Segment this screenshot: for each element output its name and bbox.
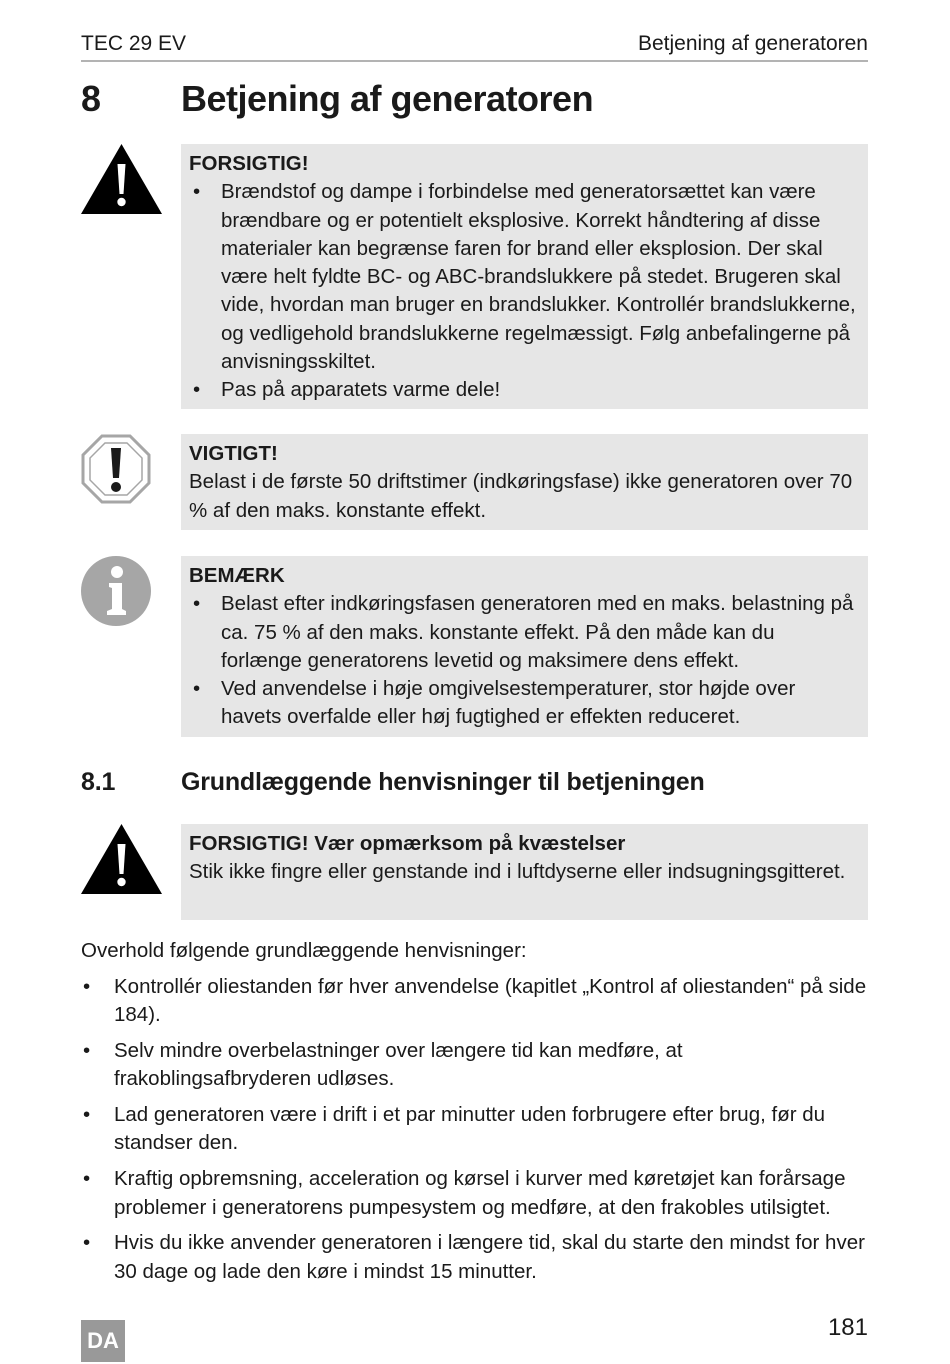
caution-label: FORSIGTIG! <box>189 152 309 175</box>
list-item: • Brændstof og dampe i forbindelse med generatorsættet kan være brændbare og er potentielt eksplosive. Korrekt håndtering af disse materialer kan begrænse faren for brand eller eksplosion. Der skal være helt fyldte BC- og ABC-brandslukkere på stedet. Brugeren skal vide, hvordan man bruger en brandslukker. Kontrollér brandslukkerne, og vedligehold brandslukkerne regelmæssigt. Følg anbefalingerne på anvisningsskiltet. <box>189 178 860 376</box>
note-box <box>181 556 868 737</box>
caution-list <box>189 178 860 404</box>
chapter-title: Betjening af generatoren <box>181 78 594 119</box>
warning-triangle-icon <box>81 144 162 219</box>
page-header <box>81 30 868 62</box>
important-box <box>181 434 868 530</box>
important-label: VIGTIGT! <box>189 442 278 465</box>
list-item: • Kraftig opbremsning, acceleration og kørsel i kurver med køretøjet kan forårsage problemer i generatorens pumpesystem og medføre, at den frakobles utilsigtet. <box>81 1165 871 1222</box>
injury-caution-box <box>181 824 868 920</box>
list-item: • Selv mindre overbelastninger over længere tid kan medføre, at frakoblingsafbryderen udløses. <box>81 1037 871 1094</box>
injury-caution-label: FORSIGTIG! Vær opmærksom på kvæstelser <box>189 832 626 855</box>
instructions-intro: Overhold følgende grundlæggende henvisninger: <box>81 939 527 962</box>
section-title: Grundlæggende henvisninger til betjeningen <box>181 768 705 796</box>
list-item: • Kontrollér oliestanden før hver anvendelse (kapitlet „Kontrol af oliestanden“ på side 184). <box>81 973 871 1030</box>
header-product: TEC 29 EV <box>81 32 187 55</box>
list-item: • Lad generatoren være i drift i et par minutter uden forbrugere efter brug, før du standser den. <box>81 1101 871 1158</box>
octagon-exclamation-icon <box>81 434 151 509</box>
chapter-number: 8 <box>81 78 101 119</box>
info-icon <box>81 556 151 631</box>
warning-triangle-icon <box>81 824 162 899</box>
caution-box <box>181 144 868 409</box>
header-section: Betjening af generatoren <box>637 32 868 55</box>
note-label: BEMÆRK <box>189 564 285 587</box>
list-item: • Pas på apparatets varme dele! <box>189 376 860 404</box>
important-text: Belast i de første 50 driftstimer (indkøringsfase) ikke generatoren over 70 % af den maks. konstante effekt. <box>189 470 853 522</box>
language-badge: DA <box>81 1320 125 1362</box>
list-item: • Ved anvendelse i høje omgivelsestemperaturer, stor højde over havets overfalde eller høj fugtighed er effekten reduceret. <box>189 675 860 732</box>
instructions-list <box>81 973 871 1293</box>
note-list <box>189 590 860 731</box>
page-number: 181 <box>827 1314 868 1341</box>
list-item: • Hvis du ikke anvender generatoren i længere tid, skal du starte den mindst for hver 30 dage og lade den køre i mindst 15 minutter. <box>81 1229 871 1286</box>
list-item: • Belast efter indkøringsfasen generatoren med en maks. belastning på ca. 75 % af den maks. konstante effekt. På den måde kan du forlænge generatorens levetid og maksimere dens effekt. <box>189 590 860 675</box>
section-number: 8.1 <box>81 768 116 796</box>
injury-caution-text: Stik ikke fingre eller genstande ind i luftdyserne eller indsugningsgitteret. <box>189 860 846 884</box>
